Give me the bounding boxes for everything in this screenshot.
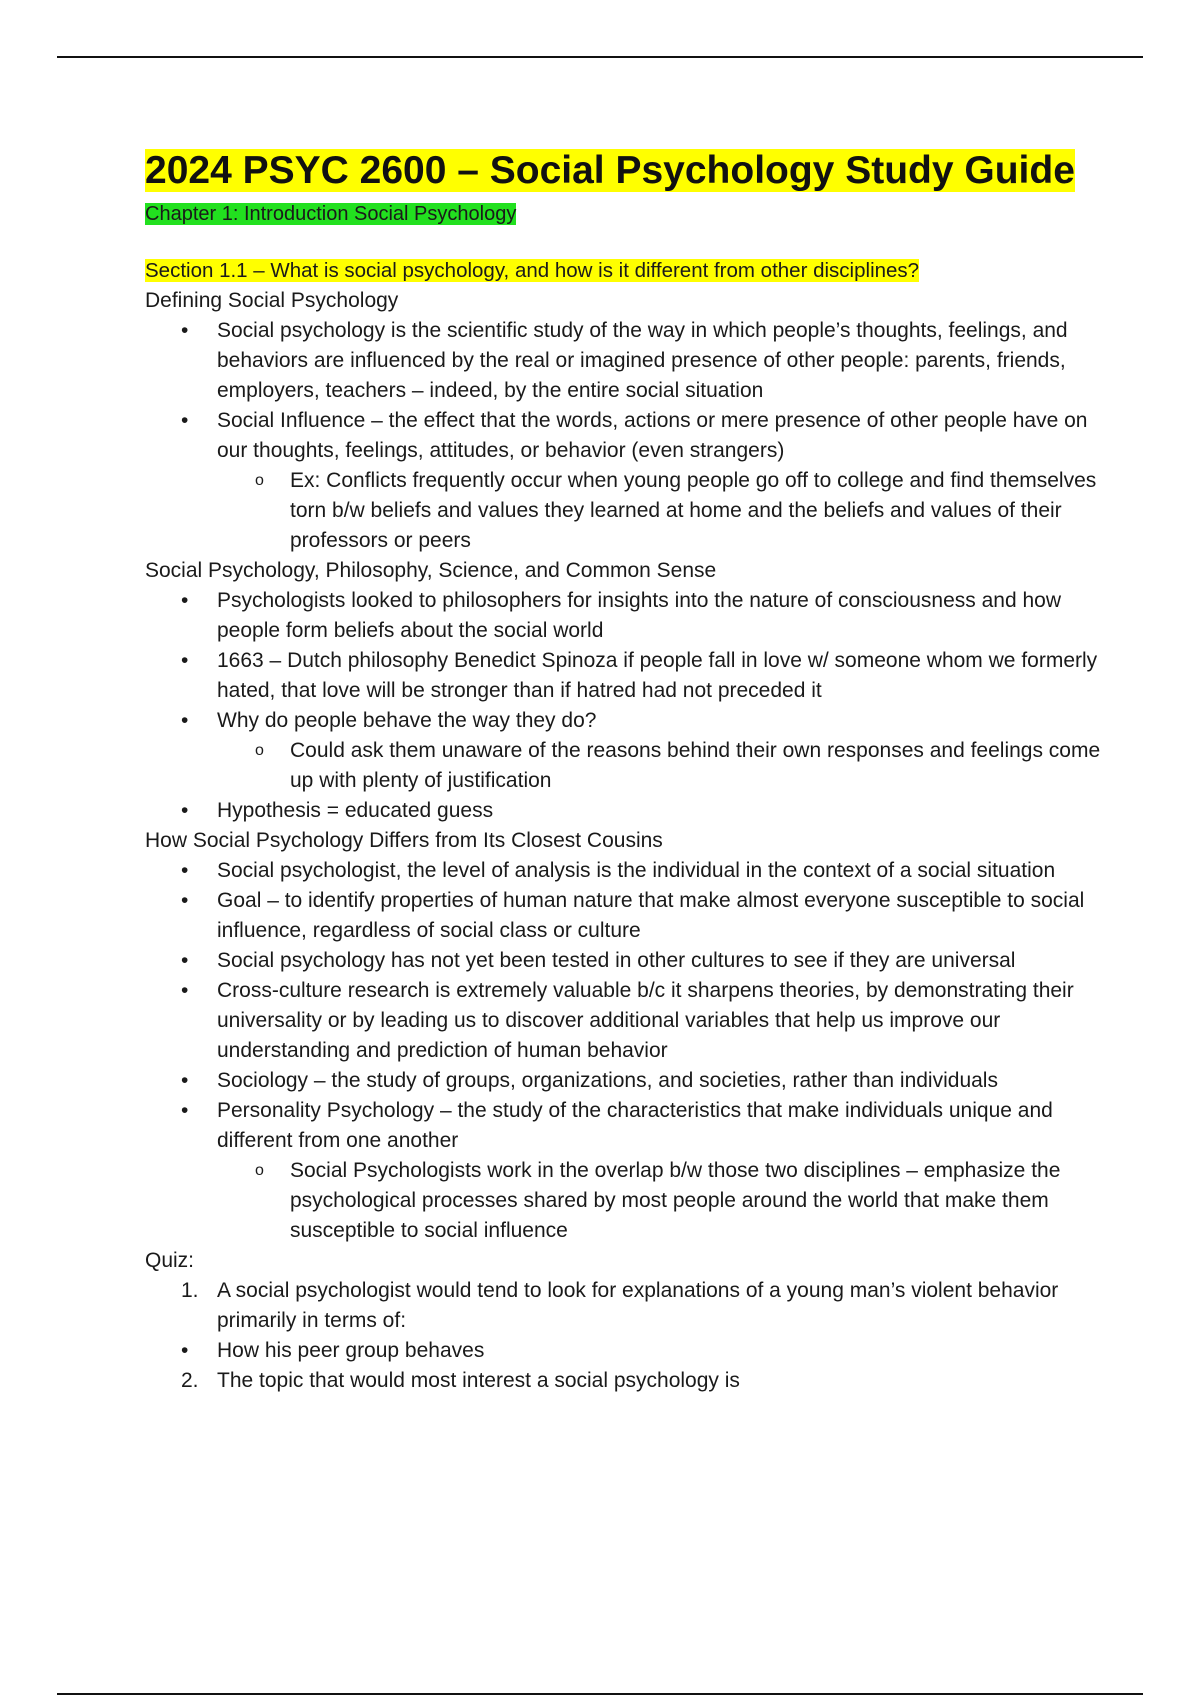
list-item: • Social Influence – the effect that the words, actions or mere presence of other people have on our thoughts, feelings, attitudes, or behavior (even strangers) <box>145 406 1105 466</box>
list-philosophy <box>145 586 1105 826</box>
section-heading <box>145 256 1105 286</box>
chapter-text: Chapter 1: Introduction Social Psychology <box>145 203 517 225</box>
quiz-question <box>145 1276 1105 1336</box>
top-rule <box>57 56 1143 58</box>
list-defining <box>145 316 1105 556</box>
list-item: • Psychologists looked to philosophers for insights into the nature of consciousness and how people form beliefs about the social world <box>145 586 1105 646</box>
list-item: • 1663 – Dutch philosophy Benedict Spinoza if people fall in love w/ someone whom we formerly hated, that love will be stronger than if hatred had not preceded it <box>145 646 1105 706</box>
subheading-philosophy: Social Psychology, Philosophy, Science, and Common Sense <box>145 559 717 582</box>
document-title <box>145 143 1105 199</box>
quiz-question-text: A social psychologist would tend to look for explanations of a young man’s violent behavior primarily in terms of: <box>217 1279 1059 1332</box>
quiz-question <box>145 1366 1105 1396</box>
list-item: • Why do people behave the way they do? <box>145 706 1105 736</box>
subheading-defining: Defining Social Psychology <box>145 289 399 312</box>
sub-list-item: o Social Psychologists work in the overlap b/w those two disciplines – emphasize the psychological processes shared by most people around the world that make them susceptible to social influence <box>145 1156 1105 1246</box>
quiz-number: 1. <box>181 1279 199 1302</box>
list-item: • Personality Psychology – the study of the characteristics that make individuals unique and different from one another <box>145 1096 1105 1156</box>
document-body <box>145 143 1105 1396</box>
sub-list-item: o Could ask them unaware of the reasons behind their own responses and feelings come up with plenty of justification <box>145 736 1105 796</box>
quiz-number: 2. <box>181 1369 199 1392</box>
list-item: • Hypothesis = educated guess <box>145 796 1105 826</box>
list-item: • Social psychology is the scientific study of the way in which people’s thoughts, feelings, and behaviors are influenced by the real or imagined presence of other people: parents, friends, employers, teachers – indeed, by the entire social situation <box>145 316 1105 406</box>
list-item: • Social psychology has not yet been tested in other cultures to see if they are universal <box>145 946 1105 976</box>
sub-list-item: o Ex: Conflicts frequently occur when young people go off to college and find themselves torn b/w beliefs and values they learned at home and the beliefs and values of their professors or peers <box>145 466 1105 556</box>
subheading-quiz: Quiz: <box>145 1249 195 1272</box>
bottom-rule <box>57 1693 1143 1695</box>
quiz-question-text: The topic that would most interest a social psychology is <box>217 1369 740 1392</box>
list-item: • Goal – to identify properties of human nature that make almost everyone susceptible to social influence, regardless of social class or culture <box>145 886 1105 946</box>
list-item: • Social psychologist, the level of analysis is the individual in the context of a social situation <box>145 856 1105 886</box>
quiz-answer: • How his peer group behaves <box>145 1336 1105 1366</box>
title-text: 2024 PSYC 2600 – Social Psychology Study Guide <box>145 149 1075 192</box>
chapter-heading <box>145 199 1105 229</box>
section-text: Section 1.1 – What is social psychology, and how is it different from other disciplines? <box>145 259 920 282</box>
quiz-list <box>145 1276 1105 1396</box>
list-item: • Sociology – the study of groups, organizations, and societies, rather than individuals <box>145 1066 1105 1096</box>
list-cousins <box>145 856 1105 1246</box>
subheading-cousins: How Social Psychology Differs from Its Closest Cousins <box>145 829 663 852</box>
list-item: • Cross-culture research is extremely valuable b/c it sharpens theories, by demonstrating their universality or by leading us to discover additional variables that help us improve our understanding and prediction of human behavior <box>145 976 1105 1066</box>
